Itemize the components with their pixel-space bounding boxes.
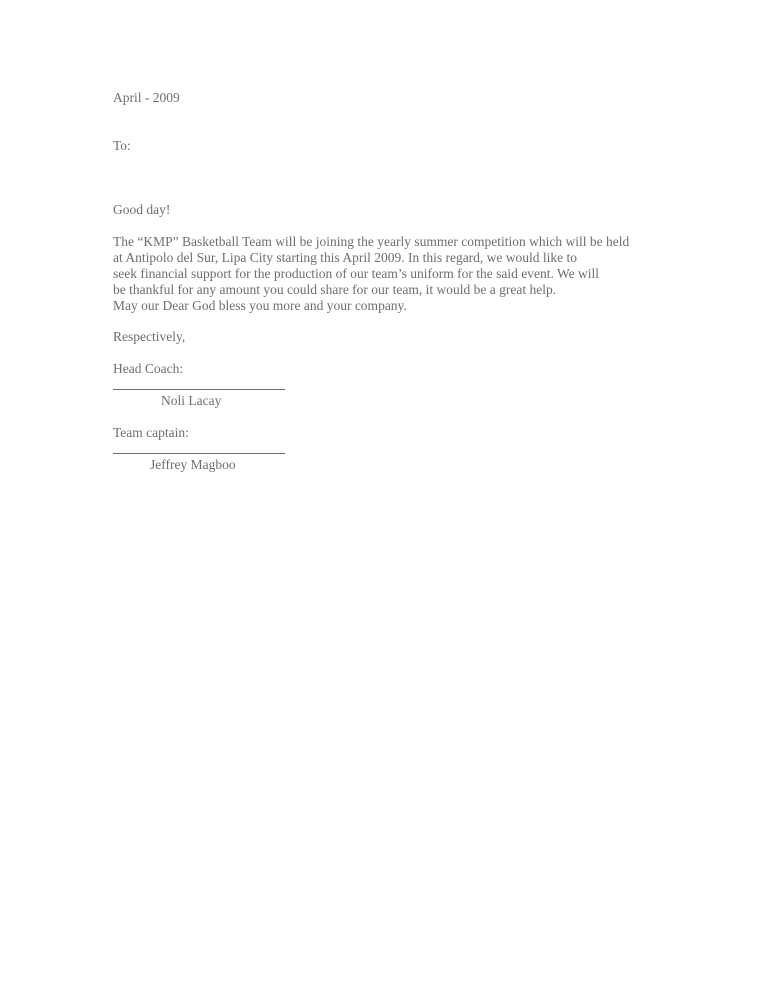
body-line: at Antipolo del Sur, Lipa City starting this April 2009. In this regard, we would like to xyxy=(113,250,578,265)
team-captain-name: Jeffrey Magboo xyxy=(150,457,236,472)
head-coach-name: Noli Lacay xyxy=(161,393,222,408)
body-line: be thankful for any amount you could share for our team, it would be a great help. xyxy=(113,282,557,297)
team-captain-label: Team captain: xyxy=(113,425,189,440)
team-captain-signature-line xyxy=(113,442,285,458)
greeting: Good day! xyxy=(113,202,171,217)
letter-body xyxy=(113,234,629,314)
body-line: The “KMP” Basketball Team will be joining the yearly summer competition which will be held xyxy=(113,234,630,249)
head-coach-signature-line xyxy=(113,378,285,394)
body-line: seek financial support for the production of our team’s uniform for the said event. We will xyxy=(113,266,600,281)
body-line: May our Dear God bless you more and your company. xyxy=(113,298,407,313)
head-coach-label: Head Coach: xyxy=(113,361,184,376)
letter-date: April - 2009 xyxy=(113,90,180,105)
recipient-label: To: xyxy=(113,138,131,153)
closing: Respectively, xyxy=(113,329,186,344)
